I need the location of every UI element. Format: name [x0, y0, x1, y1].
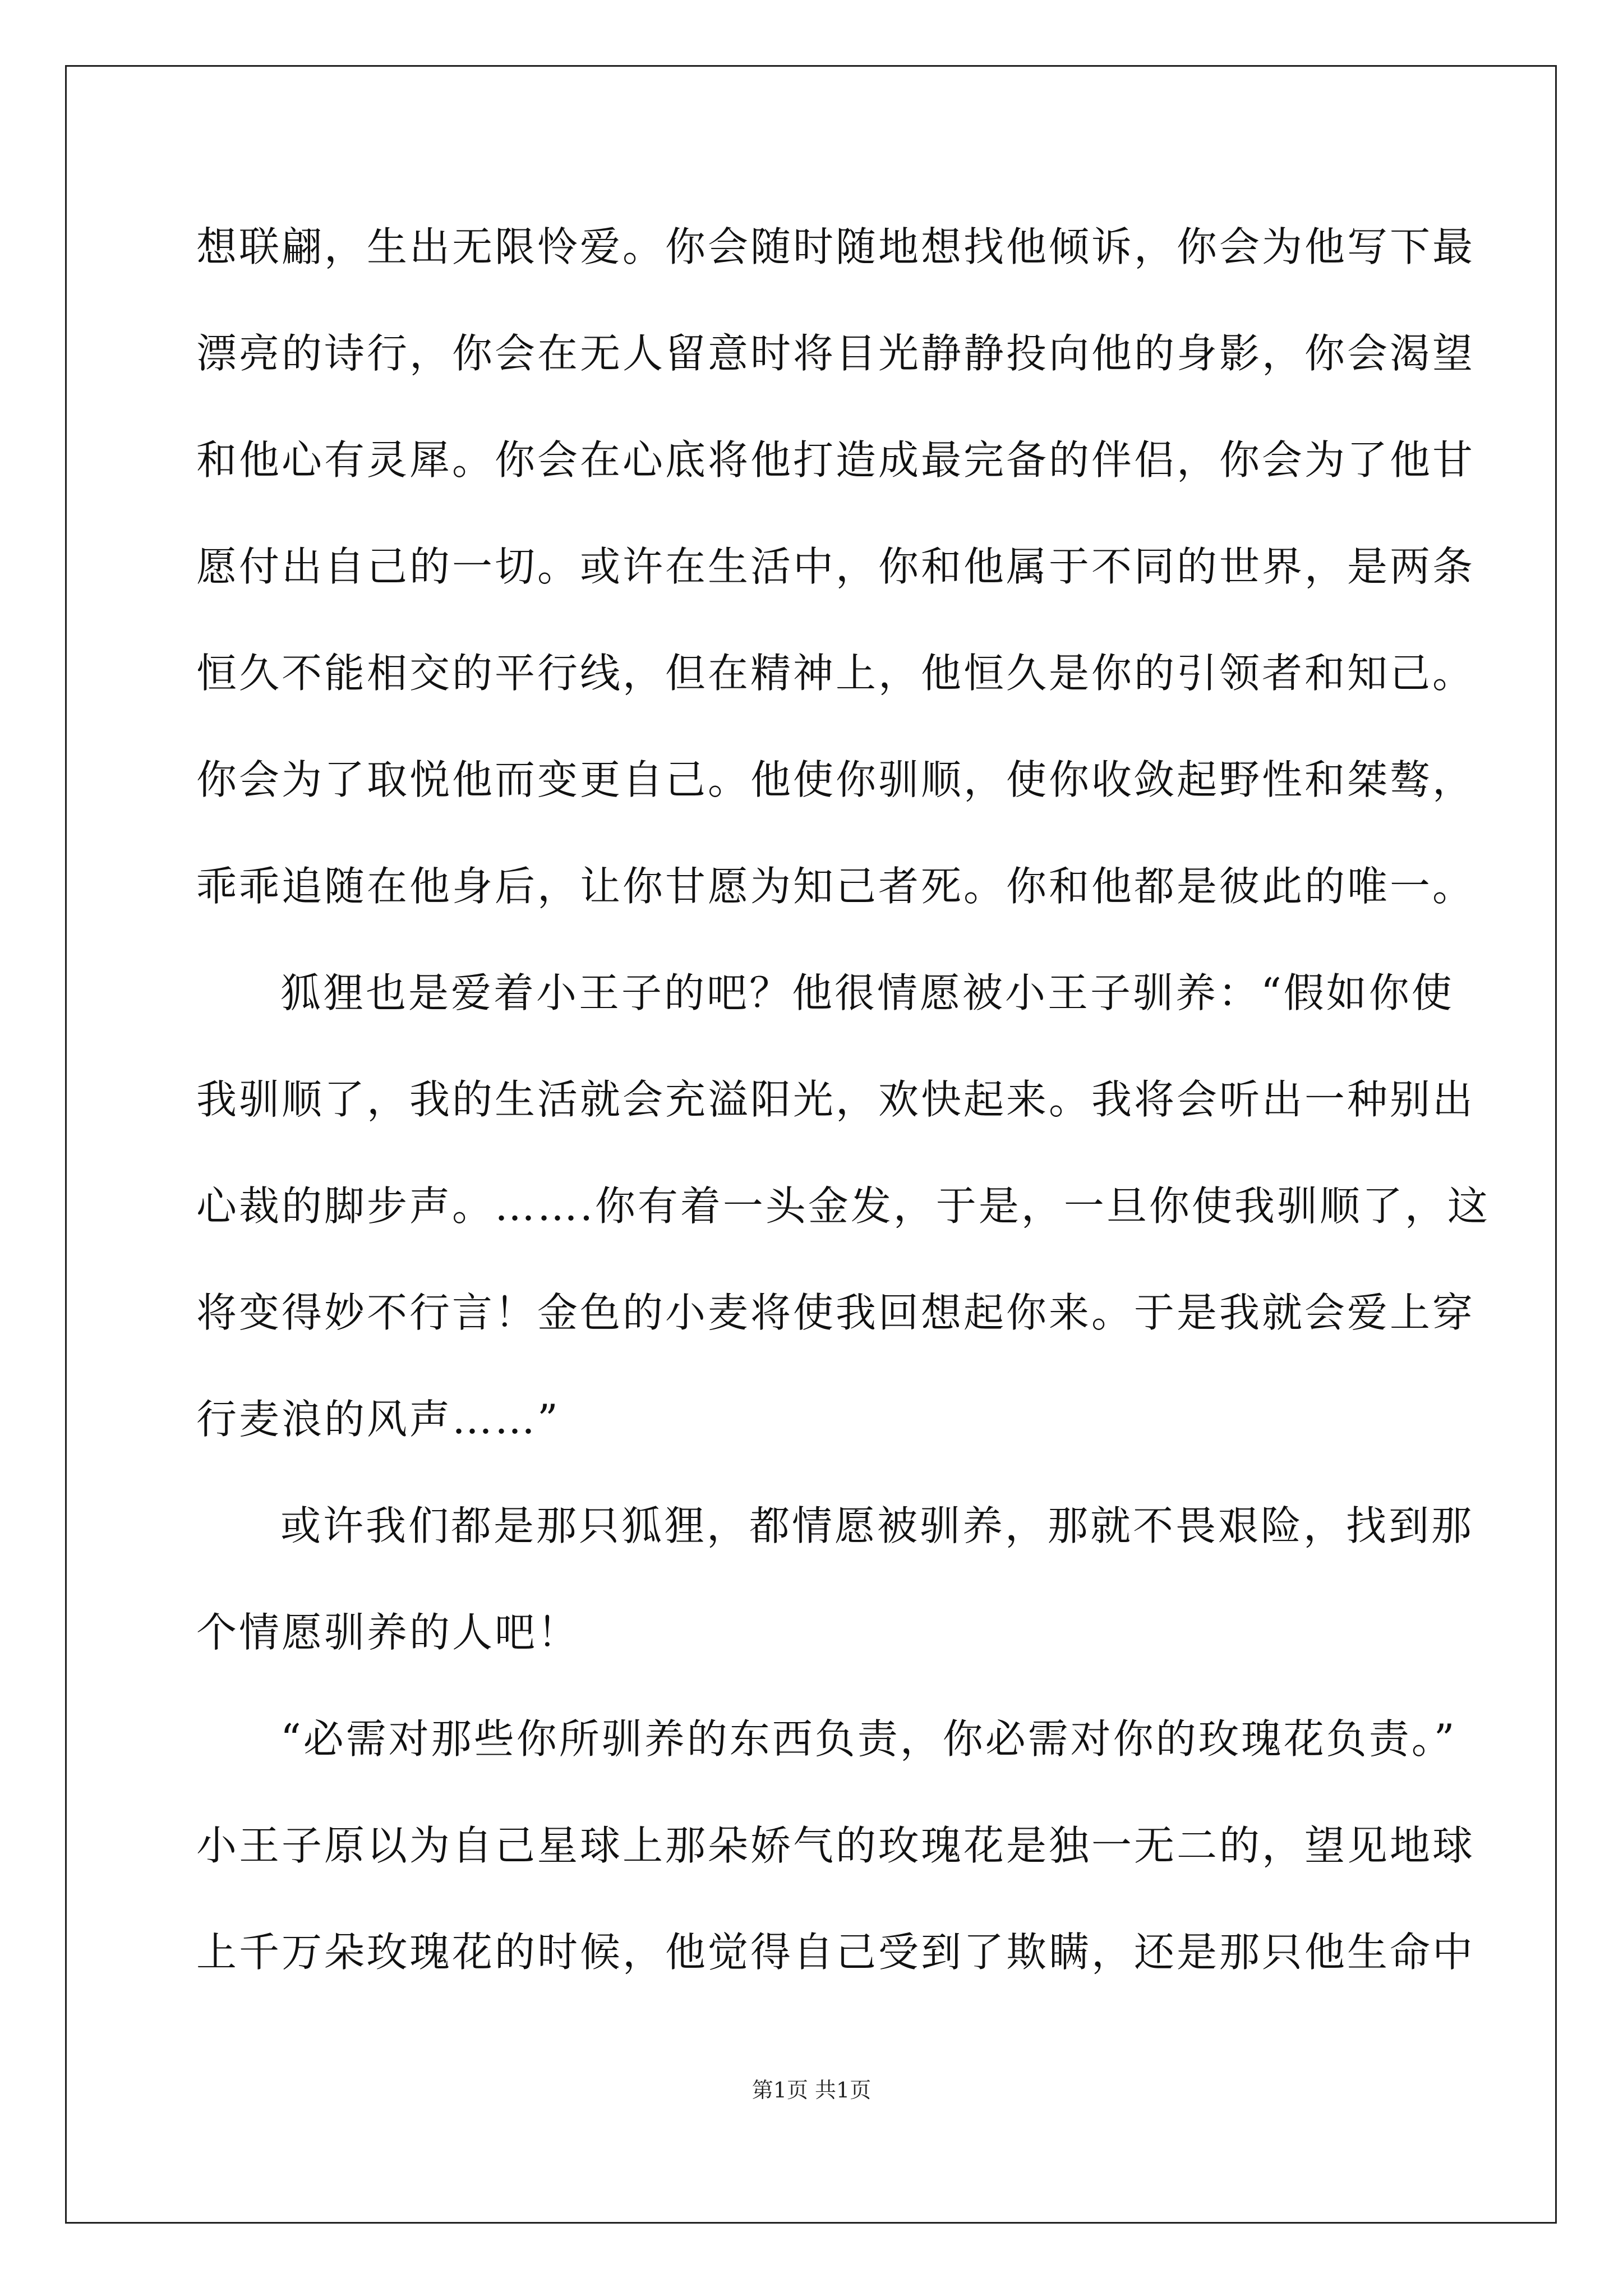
page-footer: 第1页 共1页: [751, 2078, 872, 2102]
text-line: 漂亮的诗行，你会在无人留意时将目光静静投向他的身影，你会渴望: [196, 330, 1476, 377]
text-line: 乖乖追随在他身后，让你甘愿为知己者死。你和他都是彼此的唯一。: [196, 863, 1476, 910]
text-line: 行麦浪的风声……”: [196, 1396, 560, 1443]
page-border: [65, 65, 1557, 2224]
paragraph-start-line: “必需对那些你所驯养的东西负责，你必需对你的玫瑰花负责。”: [280, 1715, 1457, 1763]
text-line: 恒久不能相交的平行线，但在精神上，他恒久是你的引领者和知己。: [196, 650, 1476, 697]
text-line: 小王子原以为自己星球上那朵娇气的玫瑰花是独一无二的，望见地球: [196, 1822, 1476, 1869]
text-line: 心裁的脚步声。…….你有着一头金发，于是，一旦你使我驯顺了，这: [196, 1182, 1490, 1230]
text-line: 和他心有灵犀。你会在心底将他打造成最完备的伴侣，你会为了他甘: [196, 436, 1476, 484]
text-line: 想联翩，生出无限怜爱。你会随时随地想找他倾诉，你会为他写下最: [196, 223, 1476, 270]
text-line: 你会为了取悦他而变更自己。他使你驯顺，使你收敛起野性和桀骜，: [196, 756, 1476, 803]
text-line: 个情愿驯养的人吧！: [196, 1609, 580, 1656]
text-line: 上千万朵玫瑰花的时候，他觉得自己受到了欺瞒，还是那只他生命中: [196, 1929, 1476, 1976]
paragraph-start-line: 狐狸也是爱着小王子的吧？他很情愿被小王子驯养：“假如你使: [280, 969, 1454, 1016]
text-line: 将变得妙不行言！金色的小麦将使我回想起你来。于是我就会爱上穿: [196, 1289, 1476, 1336]
text-line: 愿付出自己的一切。或许在生活中，你和他属于不同的世界，是两条: [196, 543, 1476, 590]
paragraph-start-line: 或许我们都是那只狐狸，都情愿被驯养，那就不畏艰险，找到那: [280, 1502, 1474, 1549]
text-line: 我驯顺了，我的生活就会充溢阳光，欢快起来。我将会听出一种别出: [196, 1076, 1476, 1123]
